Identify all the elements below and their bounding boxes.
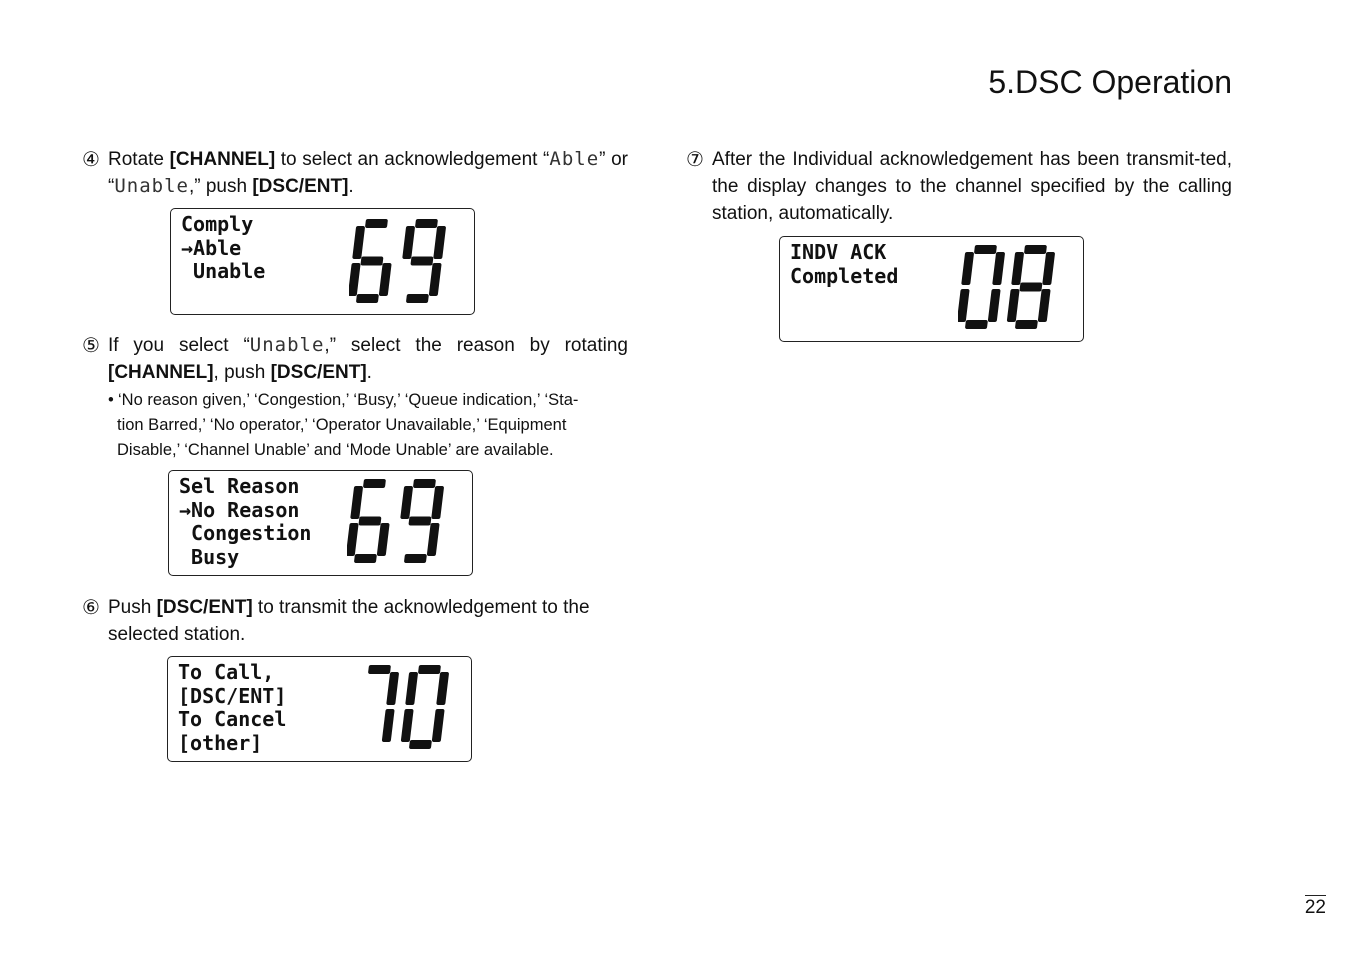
- dsc-ent-key: [DSC/ENT]: [252, 176, 349, 197]
- step-number: ④: [82, 147, 100, 171]
- segment-c: [1038, 289, 1051, 322]
- lcd-display-indv-ack: [779, 236, 1084, 342]
- step-text: [712, 146, 1232, 227]
- segment-c: [432, 709, 445, 742]
- channel-digits: [352, 665, 452, 753]
- segment-b: [386, 672, 399, 705]
- digit-6: [347, 479, 395, 563]
- segment-c: [429, 263, 442, 296]
- segment-g: [410, 257, 433, 266]
- reason-list-note: [108, 388, 628, 463]
- segment-b: [992, 252, 1005, 285]
- text: ,” push: [188, 176, 253, 197]
- dsc-ent-key: [DSC/ENT]: [270, 362, 367, 383]
- segment-e: [347, 523, 359, 556]
- segment-e: [958, 289, 970, 322]
- text: ” or “: [108, 149, 628, 197]
- text: Push: [108, 597, 157, 618]
- text: , push: [213, 362, 271, 383]
- digit-0: [400, 665, 450, 749]
- note-line: tion Barred,’ ‘No operator,’ ‘Operator Unavailable,’ ‘Equipment: [117, 416, 567, 434]
- segment-f: [961, 252, 974, 285]
- segment-f: [405, 672, 418, 705]
- digit-7: [360, 665, 400, 742]
- channel-digits: [958, 245, 1058, 333]
- segment-b: [1042, 252, 1055, 285]
- lcd-lines: INDV ACK Completed: [790, 240, 899, 288]
- segment-d: [354, 554, 377, 563]
- step-text: [108, 146, 628, 200]
- page-number: 22: [1304, 897, 1326, 918]
- step-text: [108, 332, 628, 386]
- step-number: ⑤: [82, 333, 100, 357]
- segment-a: [1024, 245, 1047, 254]
- segment-c: [382, 709, 395, 742]
- segment-g: [408, 517, 431, 526]
- segment-f: [352, 226, 365, 259]
- text: .: [348, 176, 354, 197]
- step-text: [108, 594, 628, 648]
- segment-a: [415, 219, 438, 228]
- lcd-lines: Comply →Able Unable: [181, 212, 266, 283]
- segment-g: [360, 257, 383, 266]
- segment-f: [350, 486, 363, 519]
- lcd-lines: Sel Reason →No Reason Congestion Busy: [179, 474, 312, 569]
- segment-a: [365, 219, 388, 228]
- segment-d: [404, 554, 427, 563]
- segment-d: [356, 294, 379, 303]
- segment-a: [974, 245, 997, 254]
- segment-a: [363, 479, 386, 488]
- segment-f: [402, 226, 415, 259]
- lcd-word-unable: Unable: [114, 175, 189, 197]
- segment-d: [965, 320, 988, 329]
- text: Rotate: [108, 149, 170, 170]
- step-6: [82, 594, 628, 648]
- lcd-lines: To Call, [DSC/ENT] To Cancel [other]: [178, 660, 287, 755]
- step-number: ⑦: [686, 147, 704, 171]
- step-number: ⑥: [82, 595, 100, 619]
- segment-c: [988, 289, 1001, 322]
- note-line: ‘No reason given,’ ‘Congestion,’ ‘Busy,’ ‘Queue indication,’ ‘Sta-: [118, 391, 579, 409]
- dsc-ent-key: [DSC/ENT]: [156, 597, 253, 618]
- segment-c: [379, 263, 392, 296]
- segment-a: [368, 665, 391, 674]
- segment-e: [401, 709, 414, 742]
- channel-digits: [347, 479, 447, 567]
- segment-d: [406, 294, 429, 303]
- segment-f: [400, 486, 413, 519]
- note-line: Disable,’ ‘Channel Unable’ and ‘Mode Unable’ are available.: [117, 441, 554, 459]
- segment-g: [358, 517, 381, 526]
- segment-b: [431, 486, 444, 519]
- lcd-display-to-call: [167, 656, 472, 762]
- segment-d: [409, 740, 432, 749]
- step-4: [82, 146, 628, 200]
- lcd-word-able: Able: [549, 148, 600, 170]
- text: If you select “: [108, 335, 250, 356]
- segment-a: [418, 665, 441, 674]
- text: .: [366, 362, 372, 383]
- digit-0: [958, 245, 1006, 329]
- lcd-display-sel-reason: [168, 470, 473, 576]
- text: to transmit the acknowledgement to the selected station.: [108, 597, 590, 645]
- segment-c: [427, 523, 440, 556]
- section-title: 5.DSC Operation: [988, 64, 1232, 100]
- text: to select an acknowledgement “: [275, 149, 550, 170]
- segment-b: [436, 672, 449, 705]
- channel-key: [CHANNEL]: [108, 362, 214, 383]
- channel-digits: [349, 219, 449, 307]
- segment-f: [1011, 252, 1024, 285]
- text: After the Individual acknowledgement has been transmit-ted, the display changes to the channel specified by the calling station, automatically.: [712, 149, 1232, 224]
- segment-d: [1015, 320, 1038, 329]
- text: ,” select the reason by rotating: [324, 335, 628, 356]
- step-5: [82, 332, 628, 463]
- step-7: [686, 146, 1232, 227]
- segment-e: [349, 263, 361, 296]
- segment-c: [377, 523, 390, 556]
- segment-e: [1007, 289, 1020, 322]
- digit-9: [397, 219, 447, 303]
- segment-b: [433, 226, 446, 259]
- channel-key: [CHANNEL]: [169, 149, 276, 170]
- lcd-display-comply: [170, 208, 475, 315]
- segment-a: [413, 479, 436, 488]
- lcd-word-unable: Unable: [249, 334, 325, 356]
- digit-6: [349, 219, 397, 303]
- digit-8: [1006, 245, 1056, 329]
- bullet-dot: •: [108, 391, 114, 409]
- digit-9: [395, 479, 445, 563]
- segment-g: [1019, 283, 1042, 292]
